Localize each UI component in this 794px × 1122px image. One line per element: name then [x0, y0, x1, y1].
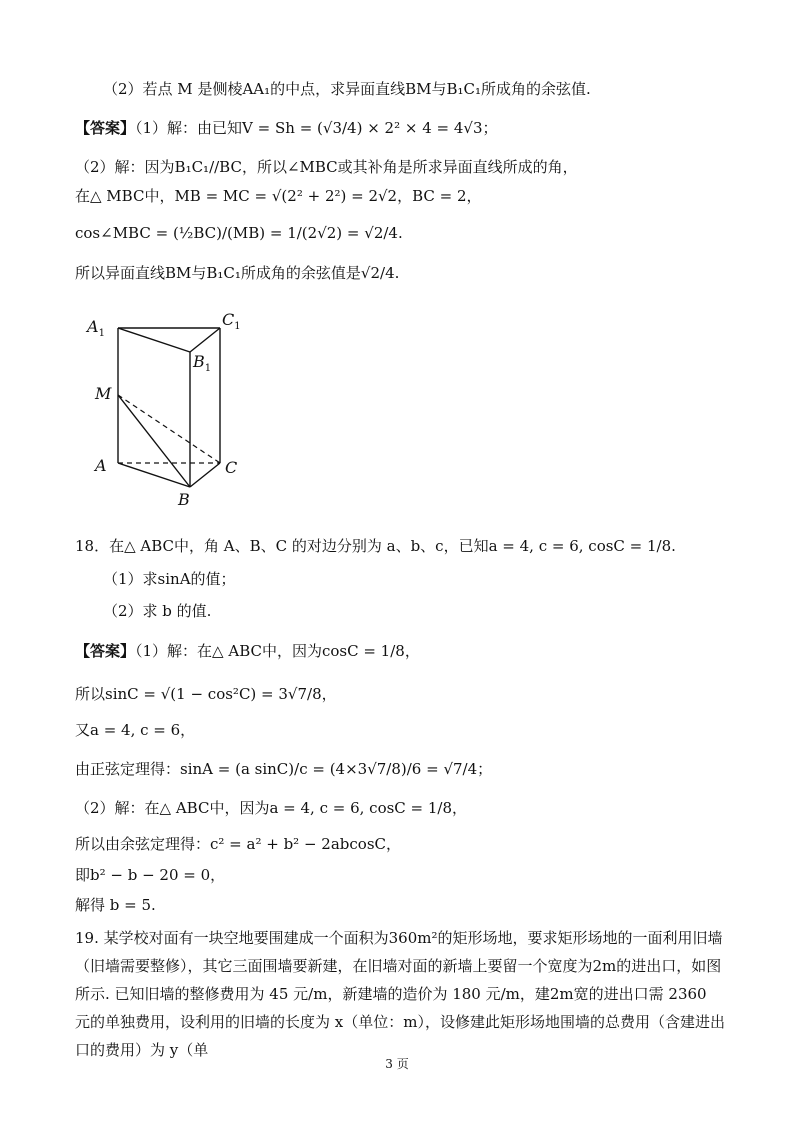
- q17-answer2-line2: 在△ MBC中，MB = MC = √(2² + 2²) = 2√2，BC = 2，: [75, 187, 482, 205]
- label-C: C: [225, 458, 238, 477]
- q18-a1-line1-text: （1）解：在△ ABC中，因为cosC = 1/8，: [135, 642, 420, 660]
- q18-answer1-line1: [75, 640, 420, 662]
- q18-sub2: （2）求 b 的值.: [103, 602, 212, 620]
- q17-answer1-text: （1）解：由已知V = Sh = (√3/4) × 2² × 4 = 4√3；: [135, 119, 498, 137]
- page-number: 3 页: [385, 1057, 409, 1071]
- label-A: A: [95, 456, 107, 475]
- q18-answer1-line2: 所以sinC = √(1 − cos²C) = 3√7/8，: [75, 685, 337, 703]
- q19-text: 19. 某学校对面有一块空地要围建成一个面积为360m²的矩形场地，要求矩形场地的一面利用旧墙（旧墙需要整修），其它三面围墙要新建，在旧墙对面的新墙上要留一个宽度为2m的进出口，如图所示. 已知旧墙的整修费用为 45 元/m，新建墙的造价为 180 元/m，建2m宽的进出口需 2360 元的单独费用，设利用的旧墙的长度为 x（单位：m），设修建此矩形场地围墙的总费用（含建进出口的费用）为 y（单: [75, 929, 725, 1059]
- q18-answer1-line3: 又a = 4, c = 6，: [75, 721, 196, 739]
- q18-sub1: （1）求sinA的值；: [103, 570, 236, 588]
- q17-answer1: [75, 117, 498, 139]
- q17-answer2-intro: （2）解：因为B₁C₁//BC，所以∠MBC或其补角是所求异面直线所成的角，: [75, 158, 578, 176]
- prism-figure: [85, 305, 255, 510]
- q17-part2: （2）若点 M 是侧棱AA₁的中点，求异面直线BM与B₁C₁所成角的余弦值.: [103, 80, 591, 98]
- answer-label: 【答案】: [75, 119, 136, 137]
- q17-answer2-line4: 所以异面直线BM与B₁C₁所成角的余弦值是√2/4.: [75, 264, 400, 282]
- q18-answer2-line4: 解得 b = 5.: [75, 896, 156, 914]
- q18-answer1-line4: 由正弦定理得：sinA = (a sinC)/c = (4×3√7/8)/6 = √7/4；: [75, 760, 493, 778]
- label-M: M: [95, 384, 112, 403]
- q18-answer2-line3: 即b² − b − 20 = 0，: [75, 866, 226, 884]
- label-B1: $B_1$: [193, 352, 212, 374]
- label-A1: $A_1$: [87, 317, 105, 339]
- q18-stem: 18．在△ ABC中，角 A、B、C 的对边分别为 a、b、c，已知a = 4, c = 6, cosC = 1/8.: [75, 537, 676, 555]
- label-B: B: [178, 490, 190, 509]
- q17-answer2-line3: cos∠MBC = (½BC)/(MB) = 1/(2√2) = √2/4.: [75, 224, 403, 242]
- label-C1: $C_1$: [222, 310, 241, 332]
- q18-answer2-line1: （2）解：在△ ABC中，因为a = 4, c = 6, cosC = 1/8，: [75, 799, 468, 817]
- answer-label: 【答案】: [75, 642, 136, 660]
- q18-answer2-line2: 所以由余弦定理得：c² = a² + b² − 2abcosC，: [75, 835, 401, 853]
